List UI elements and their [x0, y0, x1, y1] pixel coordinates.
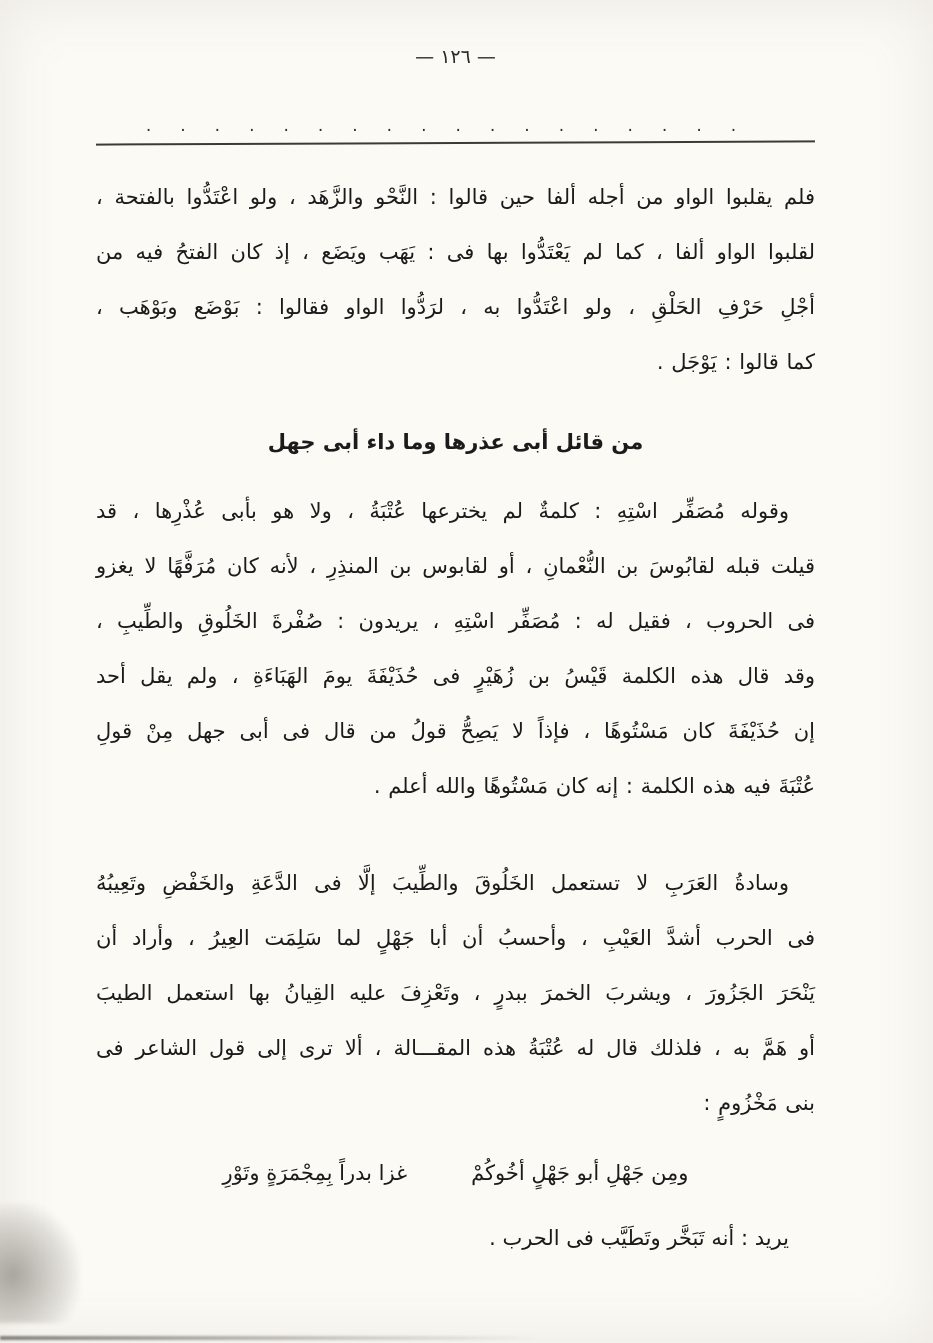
text-block	[96, 0, 815, 1266]
text-line: أو هَمَّ به ، فلذلك قال له عُتْبَةُ هذه المقـــالة ، ألا ترى إلى قول الشاعر فى	[96, 1036, 815, 1060]
text-line: كما قالوا : يَوْجَل .	[656, 350, 815, 374]
verse-left-hemistich: غزا بدراً بِمِجْمَرَةٍ وتَوْرِ	[222, 1161, 408, 1185]
text-line: فى الحرب أشدَّ العَيْبِ ، وأحسبُ أن أبا جَهْلٍ لما سَلِمَت العِيرُ ، وأراد أن	[96, 926, 815, 950]
divider-line	[96, 140, 815, 145]
paragraph-3	[96, 856, 815, 1131]
section-heading: من قائل أبى عذرها وما داء أبى جهل	[267, 430, 644, 454]
text-line: فى الحروب ، فقيل له : مُصَفِّر اسْتِهِ ، يريدون : صُفْرةَ الخَلُوقِ والطِّيبِ ،	[96, 609, 815, 633]
closing-line: يريد : أنه تَبَخَّر وتَطَيَّب فى الحرب .	[489, 1226, 789, 1250]
paragraph-2	[96, 484, 815, 814]
scan-smudge-artifact	[0, 1203, 80, 1323]
text-line: عُتْبَةَ فيه هذه الكلمة : إنه كان مَسْتُوهًا والله أعلم .	[373, 774, 815, 798]
text-line: وقد قال هذه الكلمة قَيْسُ بن زُهَيْرٍ فى حُذَيْفَةَ يومَ الهَبَاءَةِ ، ولم يقل أحد	[96, 664, 815, 688]
text-line: إن حُذَيْفَةَ كان مَسْتُوهًا ، فإذاً لا يَصِحُّ قولُ من قال فى أبى جهل مِنْ قولِ	[96, 719, 815, 743]
text-line: قيلت قبله لقابُوسَ بن النُّعْمانِ ، أو لقابوس بن المنذِرِ ، لأنه كان مُرَفَّهًا لا يغزو	[96, 554, 815, 578]
ellipsis-dots-row: ..................	[145, 116, 766, 136]
text-line: فلم يقلبوا الواو من أجله ألفا حين قالوا : النَّحْو والزَّهَد ، ولو اعْتَدُّوا بالفتحة ،	[96, 185, 815, 209]
scan-edge-shadow-artifact	[0, 1336, 541, 1340]
verse-right-hemistich: ومِن جَهْلِ أبو جَهْلٍ أخُوكُمْ	[471, 1161, 689, 1185]
text-line: يَنْحَرَ الجَزُورَ ، ويشربَ الخمرَ ببدرٍ ، وتَعْزِفَ عليه القِيانُ بها استعمل الطيبَ	[96, 981, 815, 1005]
text-line: وسادةُ العَرَبِ لا تستعمل الخَلُوقَ والطِّيبَ إلَّا فى الدَّعَةِ والخَفْضِ وتَعِيبُهُ	[96, 871, 789, 895]
text-line: لقلبوا الواو ألفا ، كما لم يَعْتَدُّوا بها فى : يَهَب ويَضَع ، إذ كان الفتحُ فيه من	[96, 240, 815, 264]
text-line: أجْلِ حَرْفِ الحَلْقِ ، ولو اعْتَدُّوا به ، لرَدُّوا الواو فقالوا : بَوْضَع وبَوْهَب ،	[96, 295, 815, 319]
text-line: وقوله مُصَفِّر اسْتِهِ : كلمةٌ لم يخترعها عُتْبَةُ ، ولا هو بأبى عُذْرِها ، قد	[96, 499, 789, 523]
poetry-verse	[96, 1161, 815, 1185]
page-number: — ١٢٦ —	[415, 46, 496, 68]
text-line: بنى مَخْزُومٍ :	[703, 1091, 815, 1115]
paragraph-1	[96, 170, 815, 390]
